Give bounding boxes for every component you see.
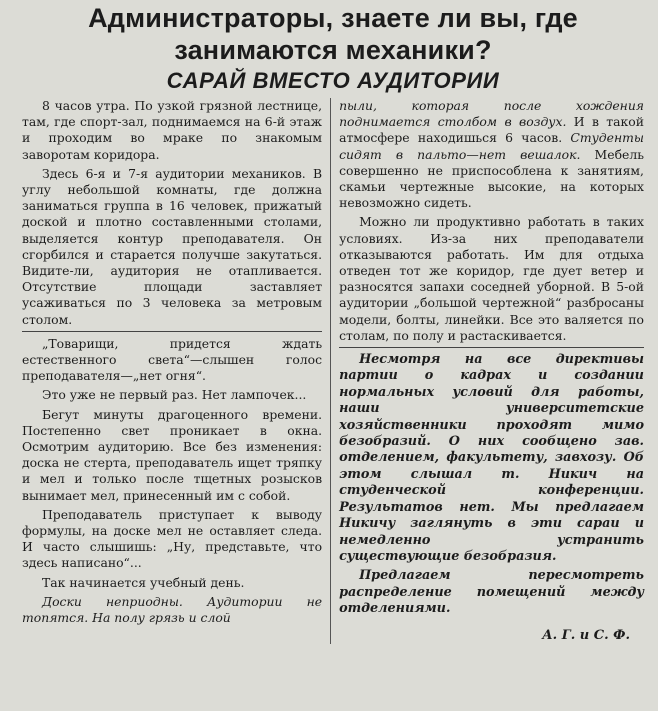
headline-line-2: занимаются механики? xyxy=(174,35,492,65)
headline-line-1: Администраторы, знаете ли вы, где xyxy=(88,3,578,33)
right-p1-tail: Мебель совершенно не приспособлена к занятиям, скамьи чертежные высокие, на которых невозможно сидеть. xyxy=(339,146,644,211)
right-p1-rest: И в такой атмосфере находишься 6 часов. xyxy=(339,114,644,146)
article-columns xyxy=(22,98,644,644)
right-column xyxy=(330,98,644,644)
signature: А. Г. и С. Ф. xyxy=(542,627,630,643)
left-paragraph-6: Преподаватель приступает к выводу формулы, на доске мел не оставляет следа. И часто слышишь: „Ну, представьте, что здесь написано“... xyxy=(22,506,323,571)
right-paragraph-2: Можно ли продуктивно работать в таких условиях. Из-за них преподаватели отказываются работать. Им для отдыха отведен тот же коридор, где дует ветер и разносятся запахи соседней уборной. В 5-ой аудитории „большой чертежной“ разбросаны модели, болты, линейки. Все это валяется по столам, по полу и растаскивается. xyxy=(339,214,644,343)
right-paragraph-1 xyxy=(339,98,644,211)
right-p1-italic-2: Студенты сидят в пальто—нет вешалок. xyxy=(339,130,644,162)
column-divider-rule xyxy=(22,331,322,332)
editorial-divider-rule xyxy=(339,347,644,348)
left-paragraph-4: Это уже не первый раз. Нет лампочек... xyxy=(42,387,307,403)
subheadline: САРАЙ ВМЕСТО АУДИТОРИИ xyxy=(166,68,500,93)
editorial-paragraph-1: Несмотря на все директивы партии о кадрах и создании нормальных условий для работы, наши университетские хозяйственники проходят мимо безобразий. О них сообщено зав. отделением, факультету, завхозу. Об этом слышал т. Никич на студенческой конференции. Результатов нет. Мы предлагаем Никичу заглянуть в эти сараи и немедленно устранить существующие безобразия. xyxy=(339,352,644,564)
left-paragraph-7: Так начинается учебный день. xyxy=(42,574,245,590)
left-column xyxy=(22,98,330,644)
headline xyxy=(22,2,644,66)
left-paragraph-2: Здесь 6-я и 7-я аудитории механиков. В углу небольшой комнаты, где должна заниматься группа в 16 человек, прижатый доской и плотно составленными столами, выделяется контур преподавателя. Он сгорбился и старается получше закутаться. Видите-ли, аудитория не отапливается. Отсутствие площади заставляет усаживаться по 3 человека за метровым столом. xyxy=(22,165,323,327)
left-paragraph-1: 8 часов утра. По узкой грязной лестнице, там, где спорт-зал, поднимаемся на 6-й этаж и проходим во мраке по знакомым заворотам коридора. xyxy=(22,98,323,162)
editorial-paragraph-2: Предлагаем пересмотреть распределение помещений между отделениями. xyxy=(339,568,644,617)
left-paragraph-8: Доски неприодны. Аудитории не топятся. На полу грязь и слой xyxy=(22,593,323,626)
right-p1-italic: пыли, которая после хождения поднимается столбом в воздух. xyxy=(339,98,644,130)
left-paragraph-3: „Товарищи, придется ждать естественного света“—слышен голос преподавателя—„нет огня“. xyxy=(22,335,323,384)
left-paragraph-5: Бегут минуты драгоценного времени. Постепенно свет проникает в окна. Осмотрим аудиторию. Все без изменения: доска не стерта, преподаватель ищет тряпку и мел и только после тщетных розысков вынимает мел, принесенный им с собой. xyxy=(22,406,323,503)
